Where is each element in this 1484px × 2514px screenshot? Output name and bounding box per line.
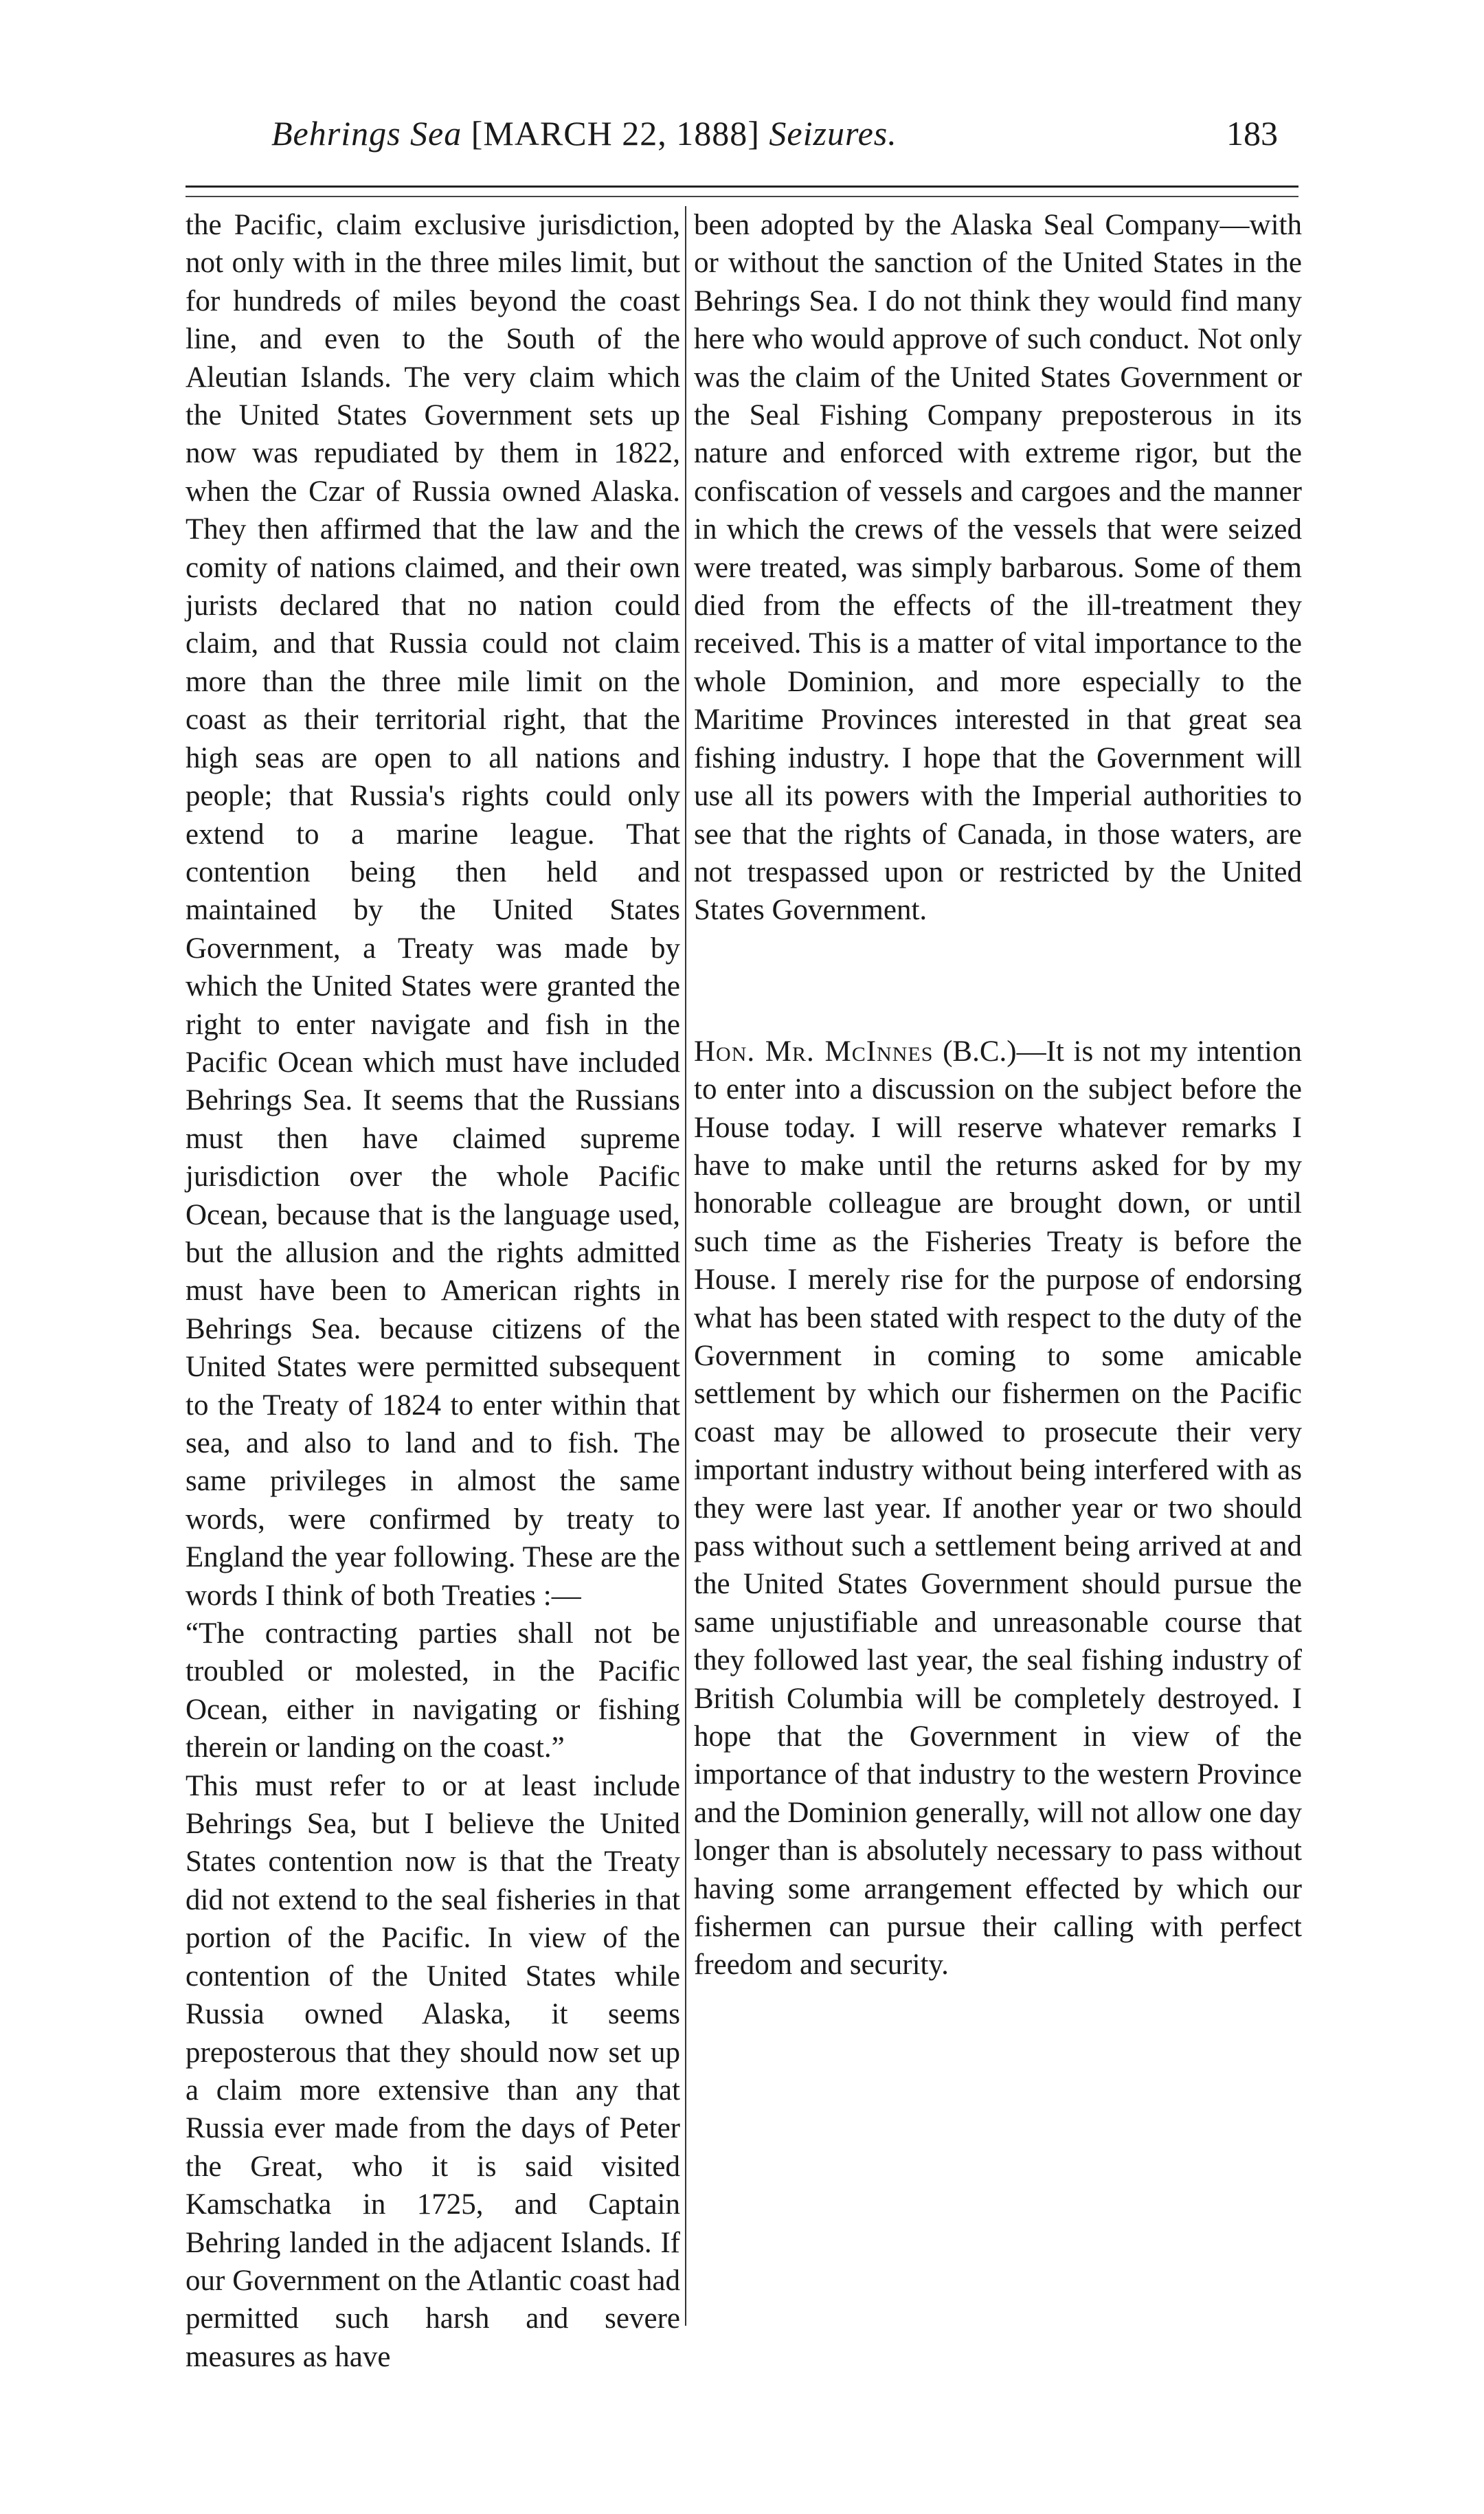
right-column	[694, 206, 1302, 1984]
page-number: 183	[1226, 114, 1278, 153]
header-left-title: Behrings Sea	[271, 114, 462, 153]
left-paragraph-1: the Pacific, claim exclusive jurisdiction, not only with in the three miles limit, but for hundreds of miles beyond the coast line, and even to the South of the Aleutian Islands. The very claim which the United States Government sets up now was repudiated by them in 1822, when the Czar of Russia owned Alaska. They then affirmed that the law and the comity of nations claimed, and their own jurists declared that no nation could claim, and that Russia could not claim more than the three mile limit on the coast as their territorial right, that the high seas are open to all nations and people; that Russia's rights could only extend to a marine league. That contention being then held and maintained by the United States Government, a Treaty was made by which the United States were granted the right to enter navigate and fish in the Pacific Ocean which must have included Behrings Sea. It seems that the Russians must then have claimed supreme jurisdiction over the whole Pacific Ocean, because that is the language used, but the allusion and the rights admitted must have been to American rights in Behrings Sea. because citizens of the United States were permitted subsequent to the Treaty of 1824 to enter within that sea, and also to land and to fish. The same privileges in almost the same words, were confirmed by treaty to England the year following. These are the words I think of both Treaties :—	[186, 209, 680, 1612]
speech-text: It is not my intention to enter into a discussion on the subject before the House today. I will reserve whatever remarks I have to make until the returns asked for by my honorable colleague are brought down, or until such time as the Fisheries Treaty is before the House. I merely rise for the purpose of endorsing what has been stated with respect to the duty of the Government in coming to some amicable settlement by which our fishermen on the Pacific coast may be allowed to prosecute their very important industry without being interfered with as they were last year. If another year or two should pass without such a settlement being arrived at and the United States Government should pursue the same unjustifiable and unreasonable course that they followed last year, the seal fishing industry of British Columbia will be completely destroyed. I hope that the Government in view of the importance of that industry to the western Province and the Dominion generally, will not allow one day longer than is absolutely necessary to pass without having some arrangement effected by which our fishermen can pursue their calling with perfect freedom and security.	[694, 1035, 1303, 1982]
header-rule	[186, 186, 1298, 188]
header-date: [MARCH 22, 1888]	[471, 114, 760, 153]
right-paragraph-1: been adopted by the Alaska Seal Company—with or without the sanction of the United States in the Behrings Sea. I do not think they would find many here who would approve of such conduct. Not only was the claim of the United States Government or the Seal Fishing Company preposterous in its nature and enforced with extreme rigor, but the confiscation of vessels and cargoes and the manner in which the crews of the vessels that were seized were treated, was simply barbarous. Some of them died from the effects of the ill-treatment they received. This is a matter of vital importance to the whole Dominion, and more especially to the Maritime Provinces interested in that great sea fishing industry. I hope that the Government will use all its powers with the Imperial authorities to see that the rights of Canada, in those waters, are not trespassed upon or restricted by the United States Government.	[694, 209, 1302, 927]
speaker-name: Hon. Mr. McInnes	[694, 1035, 934, 1068]
left-paragraph-2: This must refer to or at least include Behrings Sea, but I believe the United States contention now is that the Treaty did not extend to the seal fisheries in that portion of the Pacific. In view of the contention of the United States while Russia owned Alaska, it seems preposterous that they should now set up a claim more extensive than any that Russia ever made from the days of Peter the Great, who it is said visited Kamschatka in 1725, and Captain Behring landed in the adjacent Islands. If our Government on the Atlantic coast had permitted such harsh and severe measures as have	[186, 1769, 680, 2373]
running-head	[271, 113, 1302, 153]
column-divider	[685, 206, 686, 2326]
header-rule-thin	[186, 196, 1298, 197]
speaker-suffix: (B.C.)—	[943, 1035, 1046, 1068]
left-quote: “The contracting parties shall not be troubled or molested, in the Pacific Ocean, either in navigating or fishing therein or landing on the coast.”	[186, 1617, 680, 1764]
right-paragraph-2	[694, 1033, 1302, 1984]
header-right-title: Seizures.	[769, 114, 897, 153]
left-column	[186, 206, 680, 2376]
paragraph-gap	[694, 930, 1302, 1033]
